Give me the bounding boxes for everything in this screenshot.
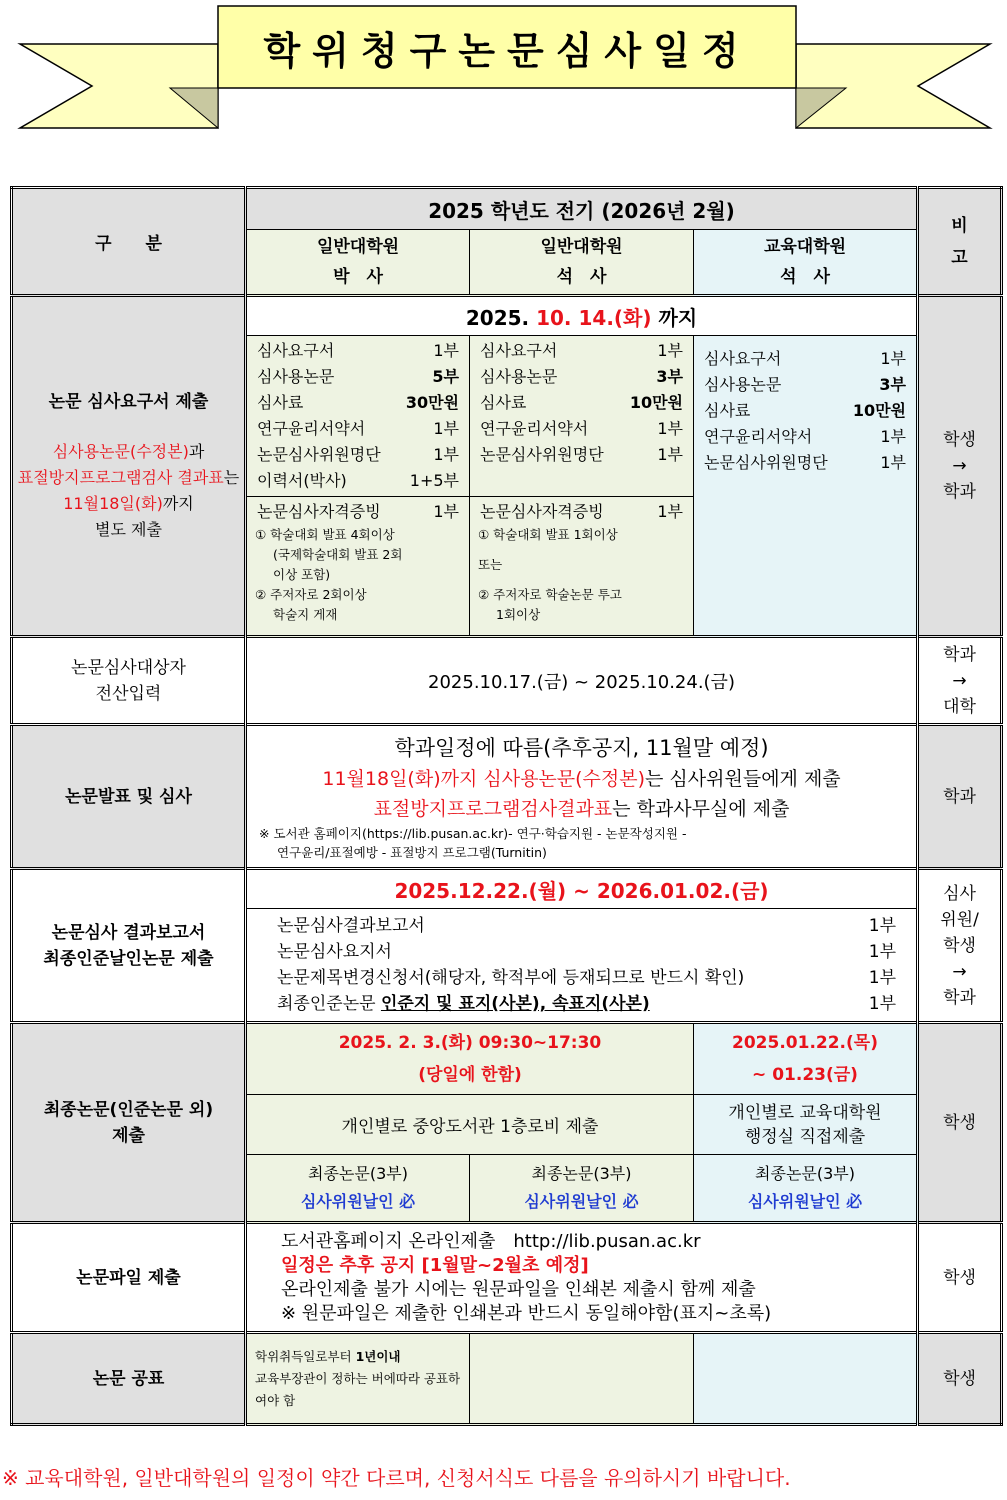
row-request-label: 논문 심사요구서 제출 심사용논문(수정본)과 표절방지프로그램검사 결과표는 11월18일(화)까지 별도 제출 (12, 296, 246, 637)
footer-note: ※ 교육대학원, 일반대학원의 일정이 약간 다르며, 신청서식도 다름을 유의하시기 바랍니다. (2, 1466, 791, 1490)
final-thesis-phd: 최종논문(3부) 심사위원날인 必 (246, 1155, 470, 1223)
col-header-general-master: 일반대학원 석 사 (470, 230, 694, 296)
list-item: 논문심사위원명단 1부 (257, 445, 459, 464)
request-items-edu-master (694, 336, 918, 637)
final-edu-date: 2025.01.22.(목) ~ 01.23(금) (694, 1023, 918, 1095)
row-request-remark: 학생 → 학과 (918, 296, 1002, 637)
title-banner (0, 0, 1007, 140)
list-item: 심사료 10만원 (480, 393, 683, 412)
list-item: 논문심사위원명단 1부 (704, 453, 907, 472)
list-item: 심사요구서 1부 (480, 341, 683, 360)
row-final-remark: 학생 (918, 1023, 1002, 1223)
col-header-edu-master: 교육대학원 석 사 (694, 230, 918, 296)
publish-edu-master (694, 1333, 918, 1425)
list-item: 심사요구서 1부 (704, 349, 907, 368)
row-report-remark: 심사 위원/ 학생 → 학과 (918, 869, 1002, 1023)
row-presentation-label: 논문발표 및 심사 (12, 725, 246, 869)
final-thesis-master: 최종논문(3부) 심사위원날인 必 (470, 1155, 694, 1223)
report-items: 논문심사결과보고서 1부 논문심사요지서 1부 논문제목변경신청서(해당자, 학적부에 등재되므로 반드시 확인) 1부 최종인준논문 인준지 및 표지(사본), 속표지(사본) 1부 (246, 909, 918, 1023)
qualification-general-master: 논문심사자격증빙 1부 ① 학술대회 발표 1회이상 또는 ② 주저자로 학술논문 투고 1회이상 (470, 497, 694, 637)
list-item: 연구윤리서약서 1부 (704, 427, 907, 446)
schedule-table (10, 186, 1003, 1426)
list-item: 연구윤리서약서 1부 (257, 419, 459, 438)
row-presentation-remark: 학과 (918, 725, 1002, 869)
remark-header: 비 고 (918, 188, 1002, 296)
final-general-place: 개인별로 중앙도서관 1층로비 제출 (246, 1095, 694, 1155)
list-item: 연구윤리서약서 1부 (480, 419, 683, 438)
publish-general-master (470, 1333, 694, 1425)
list-item: 심사용논문 3부 (704, 375, 907, 394)
list-item: 논문심사결과보고서 1부 (277, 916, 897, 936)
list-item: 논문심사위원명단 1부 (480, 445, 683, 464)
list-item: 이력서(박사) 1+5부 (257, 471, 459, 490)
list-item: 심사료 10만원 (704, 401, 907, 420)
final-edu-place: 개인별로 교육대학원 행정실 직접제출 (694, 1095, 918, 1155)
row-file-label: 논문파일 제출 (12, 1223, 246, 1333)
period-header: 2025 학년도 전기 (2026년 2월) (246, 188, 918, 230)
list-item: 심사용논문 3부 (480, 367, 683, 386)
category-header: 구 분 (12, 188, 246, 296)
request-items-general-master (470, 336, 694, 497)
list-item: 논문제목변경신청서(해당자, 학적부에 등재되므로 반드시 확인) 1부 (277, 968, 897, 988)
qualification-general-phd: 논문심사자격증빙 1부 ① 학술대회 발표 4회이상 (국제학술대회 발표 2회 이상 포함) ② 주저자로 2회이상 학술지 게재 (246, 497, 470, 637)
publish-general-phd: 학위취득일로부터 1년이내 교육부장관이 정하는 버에따라 공표하여야 함 (246, 1333, 470, 1425)
input-dates: 2025.10.17.(금) ~ 2025.10.24.(금) (246, 637, 918, 725)
row-file-remark: 학생 (918, 1223, 1002, 1333)
final-thesis-edu: 최종논문(3부) 심사위원날인 必 (694, 1155, 918, 1223)
row-report-label: 논문심사 결과보고서 최종인준날인논문 제출 (12, 869, 246, 1023)
row-input-label: 논문심사대상자 전산입력 (12, 637, 246, 725)
request-deadline: 2025. 10. 14.(화) 까지 (246, 296, 918, 336)
row-publish-remark: 학생 (918, 1333, 1002, 1425)
page-title: 학위청구논문심사일정 (263, 28, 751, 73)
row-final-label: 최종논문(인준논문 외) 제출 (12, 1023, 246, 1223)
list-item: 심사용논문 5부 (257, 367, 459, 386)
presentation-details: 학과일정에 따름(추후공지, 11월말 예정) 11월18일(화)까지 심사용논문(수정본)는 심사위원들에게 제출 표절방지프로그램검사결과표는 학과사무실에 제출 ※ 도서관 홈페이지(https://lib.pusan.ac.kr)- 연구·학습지원 - 논문작성지원 - 연구윤리/표절예방 - 표절방지 프로그램(Turnitin) (246, 725, 918, 869)
col-header-general-phd: 일반대학원 박 사 (246, 230, 470, 296)
list-item: 심사료 30만원 (257, 393, 459, 412)
final-general-date: 2025. 2. 3.(화) 09:30~17:30 (당일에 한함) (246, 1023, 694, 1095)
list-item: 심사요구서 1부 (257, 341, 459, 360)
report-dates: 2025.12.22.(월) ~ 2026.01.02.(금) (246, 869, 918, 909)
row-input-remark: 학과 → 대학 (918, 637, 1002, 725)
file-details: 도서관홈페이지 온라인제출 http://lib.pusan.ac.kr 일정은 추후 공지 [1월말~2월초 예정] 온라인제출 불가 시에는 원문파일을 인쇄본 제출시 함께 제출 ※ 원문파일은 제출한 인쇄본과 반드시 동일해야함(표지~초록) (246, 1223, 918, 1333)
list-item: 논문심사요지서 1부 (277, 942, 897, 962)
request-items-general-phd (246, 336, 470, 497)
row-publish-label: 논문 공표 (12, 1333, 246, 1425)
